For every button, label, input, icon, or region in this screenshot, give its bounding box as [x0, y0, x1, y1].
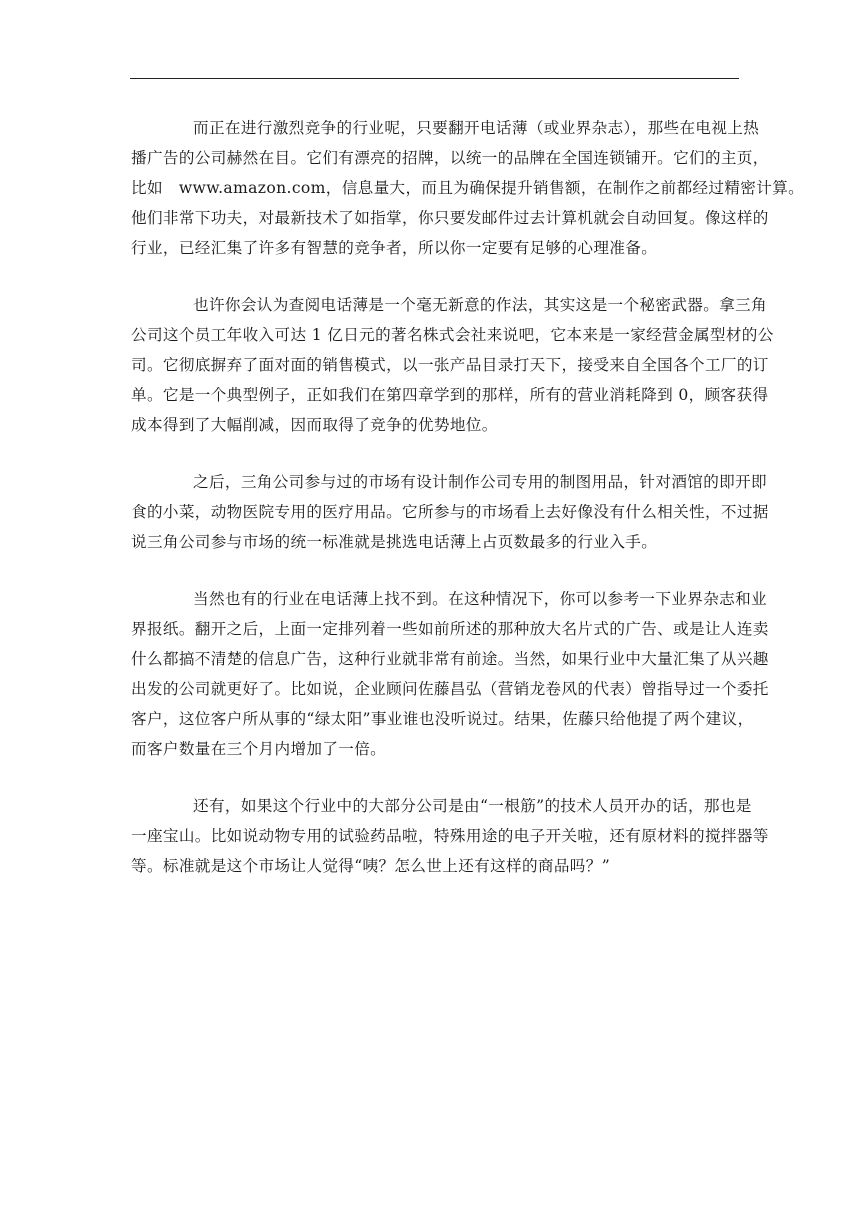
paragraph-line: 食的小菜，动物医院专用的医疗用品。它所参与的市场看上去好像没有什么相关性，不过据 [131, 503, 769, 521]
document-body [131, 113, 805, 908]
paragraph-line: 说三角公司参与市场的统一标准就是挑选电话薄上占页数最多的行业入手。 [131, 533, 658, 551]
paragraph-2 [131, 290, 774, 440]
paragraph-line: 公司这个员工年收入可达 1 亿日元的著名株式会社来说吧，它本来是一家经营金属型材的公 [131, 326, 774, 344]
paragraph-line: 一座宝山。比如说动物专用的试验药品啦，特殊用途的电子开关啦，还有原材料的搅拌器等 [131, 827, 769, 845]
paragraph-line: 之后，三角公司参与过的市场有设计制作公司专用的制图用品，针对酒馆的即开即 [193, 473, 767, 491]
paragraph-line: 行业，已经汇集了许多有智慧的竞争者，所以你一定要有足够的心理准备。 [131, 239, 658, 257]
paragraph-line: 什么都搞不清楚的信息广告，这种行业就非常有前途。当然，如果行业中大量汇集了从兴趣 [131, 650, 769, 668]
paragraph-line: 他们非常下功夫，对最新技术了如指掌，你只要发邮件过去计算机就会自动回复。像这样的 [131, 209, 769, 227]
paragraph-line: 而正在进行激烈竞争的行业呢，只要翻开电话薄（或业界杂志），那些在电视上热 [193, 119, 760, 137]
paragraph-line: 单。它是一个典型例子，正如我们在第四章学到的那样，所有的营业消耗降到 0，顾客获得 [131, 386, 769, 404]
paragraph-line: 等。标准就是这个市场让人觉得“咦？怎么世上还有这样的商品吗？” [131, 857, 611, 875]
paragraph-3 [131, 467, 769, 557]
paragraph-5 [131, 791, 769, 881]
paragraph-line: 当然也有的行业在电话薄上找不到。在这种情况下，你可以参考一下业界杂志和业 [193, 590, 767, 608]
paragraph-line: 界报纸。翻开之后，上面一定排列着一些如前所述的那种放大名片式的广告、或是让人连卖 [131, 620, 769, 638]
paragraph-1 [131, 113, 805, 263]
paragraph-line: 出发的公司就更好了。比如说，企业顾问佐藤昌弘（营销龙卷风的代表）曾指导过一个委托 [131, 680, 769, 698]
paragraph-line: 客户，这位客户所从事的“绿太阳”事业谁也没听说过。结果，佐藤只给他提了两个建议， [131, 710, 754, 728]
paragraph-line: 还有，如果这个行业中的大部分公司是由“一根筋”的技术人员开办的话，那也是 [193, 797, 752, 815]
paragraph-line: 而客户数量在三个月内增加了一倍。 [131, 740, 387, 758]
paragraph-line: 也许你会认为查阅电话薄是一个毫无新意的作法，其实这是一个秘密武器。拿三角 [193, 296, 767, 314]
header-rule [130, 78, 739, 79]
paragraph-line: 比如 www.amazon.com，信息量大，而且为确保提升销售额，在制作之前都经过精密计算。 [131, 179, 805, 197]
paragraph-line: 成本得到了大幅削减，因而取得了竞争的优势地位。 [131, 416, 498, 434]
paragraph-line: 司。它彻底摒弃了面对面的销售模式，以一张产品目录打天下，接受来自全国各个工厂的订 [131, 356, 769, 374]
paragraph-line: 播广告的公司赫然在目。它们有漂亮的招牌，以统一的品牌在全国连锁铺开。它们的主页， [131, 149, 769, 167]
paragraph-4 [131, 584, 769, 764]
